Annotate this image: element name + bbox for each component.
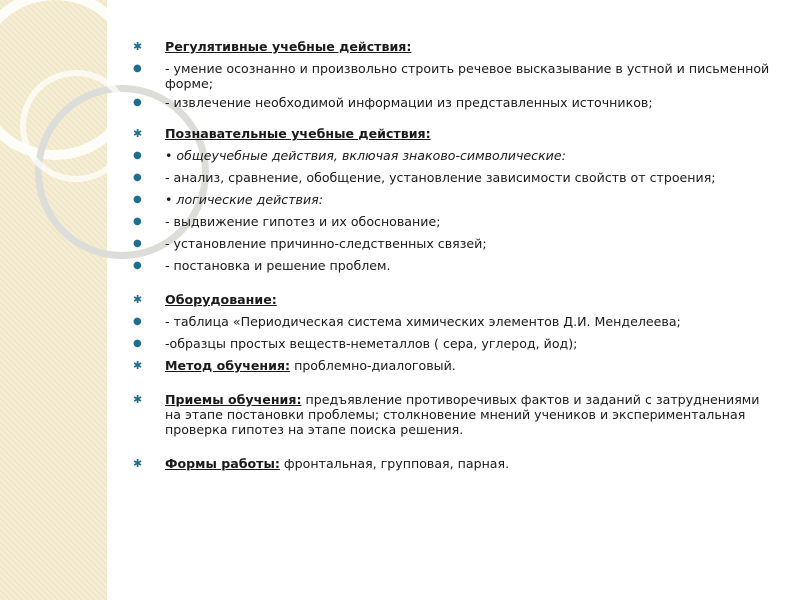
star-bullet-icon: ✱	[133, 293, 143, 306]
list-item: ● - извлечение необходимой информации из представленных источников;	[133, 95, 653, 110]
section-title-row	[133, 126, 773, 141]
bullet-icon: ●	[133, 316, 142, 327]
list-item: ● - умение осознанно и произвольно строить речевое высказывание в устной и письменной форме;	[133, 61, 770, 91]
forms-row	[133, 456, 773, 471]
bullet-icon: ●	[133, 238, 142, 249]
method-row	[133, 358, 773, 373]
list-item: ● • логические действия:	[133, 192, 323, 207]
section-title: Познавательные учебные действия:	[165, 126, 431, 141]
method-text: проблемно-диалоговый.	[290, 358, 456, 373]
techniques-text: предъявление противоречивых фактов и заданий с затруднениями на этапе постановки проблемы; столкновение мнений учеников и экспериментальная проверка гипотез на этапе поиска решения.	[165, 392, 760, 437]
list-item: ● - анализ, сравнение, обобщение, установление зависимости свойств от строения;	[133, 170, 716, 185]
section-title-row	[133, 39, 773, 54]
slide-content	[133, 39, 773, 478]
techniques-row	[133, 392, 773, 437]
bullet-icon: ●	[133, 260, 142, 271]
bullet-icon: ●	[133, 97, 142, 108]
bullet-icon: ●	[133, 194, 142, 205]
star-bullet-icon: ✱	[133, 40, 143, 53]
list-item: ● • общеучебные действия, включая знаково-символические:	[133, 148, 566, 163]
section-title-row	[133, 292, 773, 307]
list-item: ● - таблица «Периодическая система химических элементов Д.И. Менделеева;	[133, 314, 681, 329]
bullet-icon: ●	[133, 172, 142, 183]
techniques-label: Приемы обучения:	[165, 392, 302, 407]
method-label: Метод обучения:	[165, 358, 291, 373]
star-bullet-icon: ✱	[133, 127, 143, 140]
bullet-icon: ●	[133, 338, 142, 349]
star-bullet-icon: ✱	[133, 359, 143, 372]
star-bullet-icon: ✱	[133, 393, 143, 406]
decorative-ring	[20, 70, 132, 182]
star-bullet-icon: ✱	[133, 457, 143, 470]
forms-text: фронтальная, групповая, парная.	[279, 456, 510, 471]
bullet-icon: ●	[133, 63, 142, 74]
list-item: ● - установление причинно-следственных связей;	[133, 236, 487, 251]
bullet-icon: ●	[133, 216, 142, 227]
list-item: ● - постановка и решение проблем.	[133, 258, 391, 273]
list-item: ● -образцы простых веществ-неметаллов ( сера, углерод, йод);	[133, 336, 578, 351]
bullet-icon: ●	[133, 150, 142, 161]
section-title: Регулятивные учебные действия:	[165, 39, 412, 54]
section-title: Оборудование:	[165, 292, 277, 307]
list-item: ● - выдвижение гипотез и их обоснование;	[133, 214, 441, 229]
forms-label: Формы работы:	[165, 456, 280, 471]
